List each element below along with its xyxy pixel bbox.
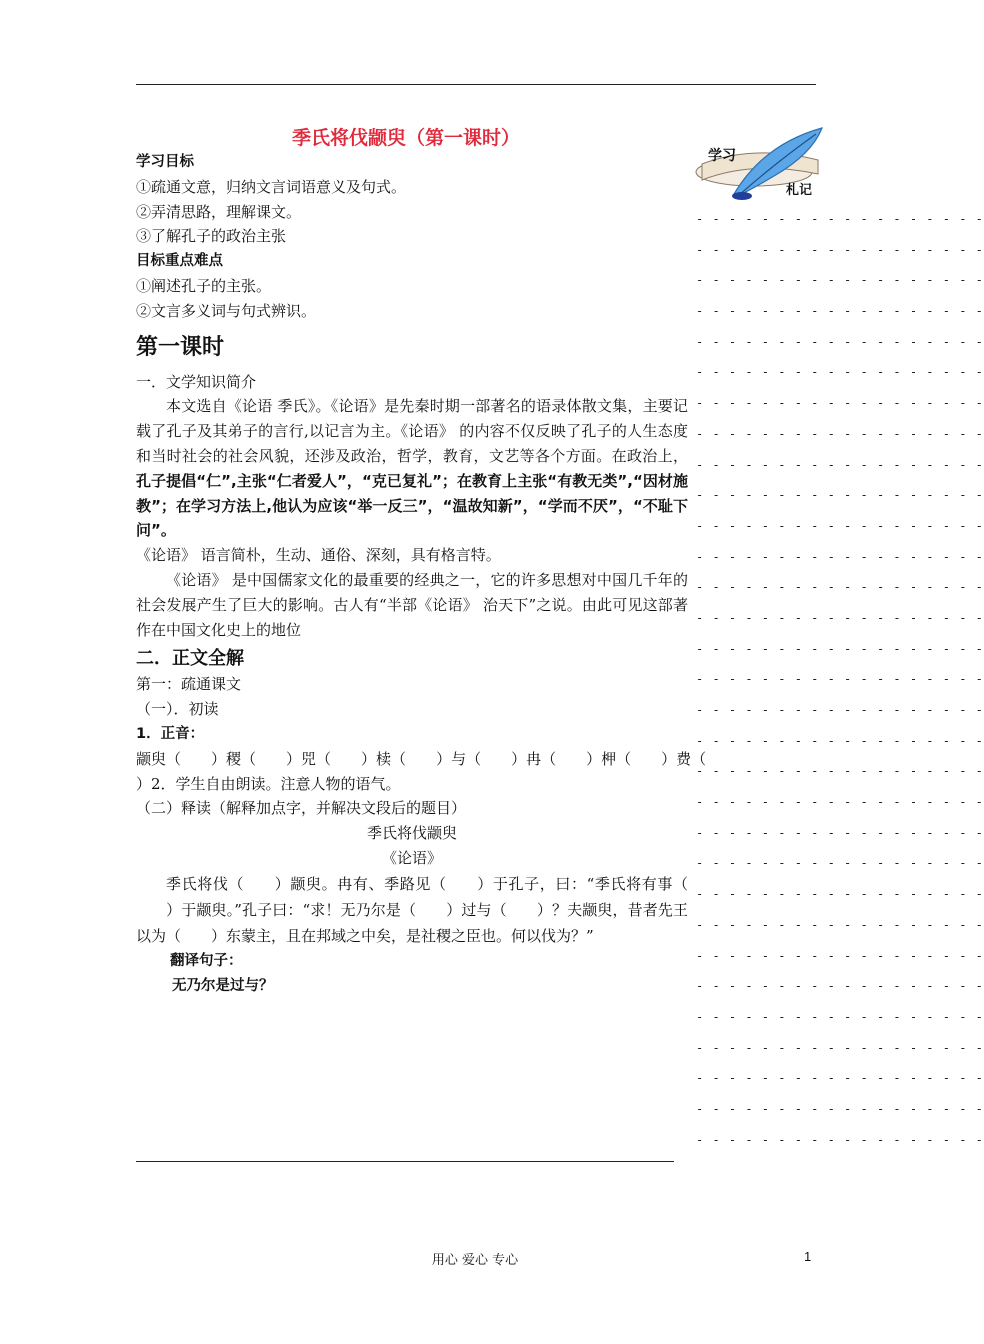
svg-text:札记: 札记 xyxy=(786,183,813,198)
section1-paragraph2: 《论语》 是中国儒家文化的最重要的经典之一，它的许多思想对中国几千年的社会发展产生了巨大的影响。古人有“半部《论语》 治天下”之说。由此可见这部著作在中国文化史上的地位 xyxy=(136,570,688,639)
goals-heading: 学习目标 xyxy=(136,154,194,170)
note-line: - - - - - - - - - - - - - - - - - - xyxy=(696,795,984,810)
note-line: - - - - - - - - - - - - - - - - - - xyxy=(696,457,984,472)
item2: ）2．学生自由朗读。注意人物的语气。 xyxy=(136,774,401,793)
note-line: - - - - - - - - - - - - - - - - - - xyxy=(696,887,984,902)
note-line: - - - - - - - - - - - - - - - - - - xyxy=(696,518,984,533)
note-line: - - - - - - - - - - - - - - - - - - xyxy=(696,304,984,319)
section2-sub1: （一）．初读 xyxy=(136,700,219,719)
note-line: - - - - - - - - - - - - - - - - - - xyxy=(696,948,984,963)
section1-heading: 一．文学知识简介 xyxy=(136,372,257,391)
note-line: - - - - - - - - - - - - - - - - - - xyxy=(696,979,984,994)
note-line: - - - - - - - - - - - - - - - - - - xyxy=(696,733,984,748)
note-line: - - - - - - - - - - - - - - - - - - xyxy=(696,396,984,411)
note-line: - - - - - - - - - - - - - - - - - - xyxy=(696,641,984,656)
note-line: - - - - - - - - - - - - - - - - - - xyxy=(696,1071,984,1086)
lesson-heading: 第一课时 xyxy=(136,334,225,360)
quill-scroll-icon xyxy=(694,124,830,204)
note-line: - - - - - - - - - - - - - - - - - - xyxy=(696,1009,984,1024)
section2-heading: 二．正文全解 xyxy=(136,648,244,670)
notes-lines xyxy=(696,212,984,1163)
study-notes-logo xyxy=(694,124,830,204)
note-line: - - - - - - - - - - - - - - - - - - xyxy=(696,825,984,840)
note-line: - - - - - - - - - - - - - - - - - - xyxy=(696,488,984,503)
note-line: - - - - - - - - - - - - - - - - - - xyxy=(696,1132,984,1147)
page-footer: 用心 爱心 专心 xyxy=(431,1253,519,1268)
text-title: 季氏将伐颛臾 xyxy=(366,824,457,843)
note-line: - - - - - - - - - - - - - - - - - - xyxy=(696,672,984,687)
note-line: - - - - - - - - - - - - - - - - - - xyxy=(696,1040,984,1055)
text-source: 《论语》 xyxy=(381,848,442,867)
translate-sentence: 无乃尔是过与？ xyxy=(172,977,274,994)
classical-text: 季氏将伐（ ）颛臾。冉有、季路见（ ）于孔子，曰：“季氏将有事（）于颛臾。”孔子曰：“求！无乃尔是（ ）过与（ ）？夫颛臾，昔者先王以为（ ）东蒙主，且在邦域之中矣，是社稷之臣也。何以伐为？” xyxy=(136,874,688,945)
translate-heading: 翻译句子： xyxy=(170,952,243,969)
section1-bold-text: 孔子提倡“仁”,主张“仁者爱人”，“克已复礼”；在教育上主张“有教无类”,“因材施教”；在学习方法上,他认为应该“举一反三”，“温故知新”，“学而不厌”，“不耻下问”。 xyxy=(136,471,688,540)
page-title: 季氏将伐颛臾（第一课时） xyxy=(291,127,520,149)
goal-item: ①疏通文意，归纳文言词语意义及句式。 xyxy=(136,177,407,196)
pinyin-line: 颛臾（ ）稷（ ）兕（ ）椟（ ）与（ ）冉（ ）柙（ ）费（ xyxy=(136,749,707,768)
note-line: - - - - - - - - - - - - - - - - - - xyxy=(696,764,984,779)
key-point-item: ②文言多义词与句式辨识。 xyxy=(136,301,317,320)
note-line: - - - - - - - - - - - - - - - - - - xyxy=(696,365,984,380)
key-points-heading: 目标重点难点 xyxy=(136,253,223,270)
goal-item: ②弄清思路，理解课文。 xyxy=(136,202,302,221)
note-line: - - - - - - - - - - - - - - - - - - xyxy=(696,242,984,257)
note-line: - - - - - - - - - - - - - - - - - - xyxy=(696,426,984,441)
main-content xyxy=(136,150,707,998)
note-line: - - - - - - - - - - - - - - - - - - xyxy=(696,610,984,625)
goal-item: ③了解孔子的政治主张 xyxy=(136,227,287,246)
section1-paragraph1: 本文选自《论语 季氏》。《论语》是先秦时期一部著名的语录体散文集，主要记载了孔子及其弟子的言行,以记言为主。《论语》 的内容不仅反映了孔子的人生态度和当时社会的社会风貌，还涉及政治，哲学，教育，文艺等各个方面。在政治上，孔子提倡“仁”,主张“仁者爱人”，“克已复礼”；在教育上主张“有教无类”,“因材施教”；在学习方法上,他认为应该“举一反三”，“温故知新”，“学而不厌”，“不耻下问”。 《论语》 语言简朴，生动、通俗、深刻，具有格言特。 xyxy=(136,397,688,565)
note-line: - - - - - - - - - - - - - - - - - - xyxy=(696,334,984,349)
note-line: - - - - - - - - - - - - - - - - - - xyxy=(696,273,984,288)
item1-label: 1．正音： xyxy=(136,725,205,742)
note-line: - - - - - - - - - - - - - - - - - - xyxy=(696,1101,984,1116)
section2-sub2: （二）释读（解释加点字，并解决文段后的题目） xyxy=(136,799,467,818)
note-line: - - - - - - - - - - - - - - - - - - xyxy=(696,549,984,564)
section2-step: 第一：疏通课文 xyxy=(136,675,242,694)
section1-paragraph1-end: 《论语》 语言简朴，生动、通俗、深刻，具有格言特。 xyxy=(136,546,501,565)
note-line: - - - - - - - - - - - - - - - - - - xyxy=(696,703,984,717)
note-line: - - - - - - - - - - - - - - - - - - xyxy=(696,917,984,932)
answer-line xyxy=(136,1161,674,1162)
page-number: 1 xyxy=(804,1249,812,1264)
note-line: - - - - - - - - - - - - - - - - - - xyxy=(696,856,984,871)
header-rule xyxy=(136,84,816,85)
svg-text:学习: 学习 xyxy=(708,148,736,164)
note-line: - - - - - - - - - - - - - - - - - - xyxy=(696,212,984,226)
key-point-item: ①阐述孔子的主张。 xyxy=(136,276,272,295)
note-line: - - - - - - - - - - - - - - - - - - xyxy=(696,580,984,595)
